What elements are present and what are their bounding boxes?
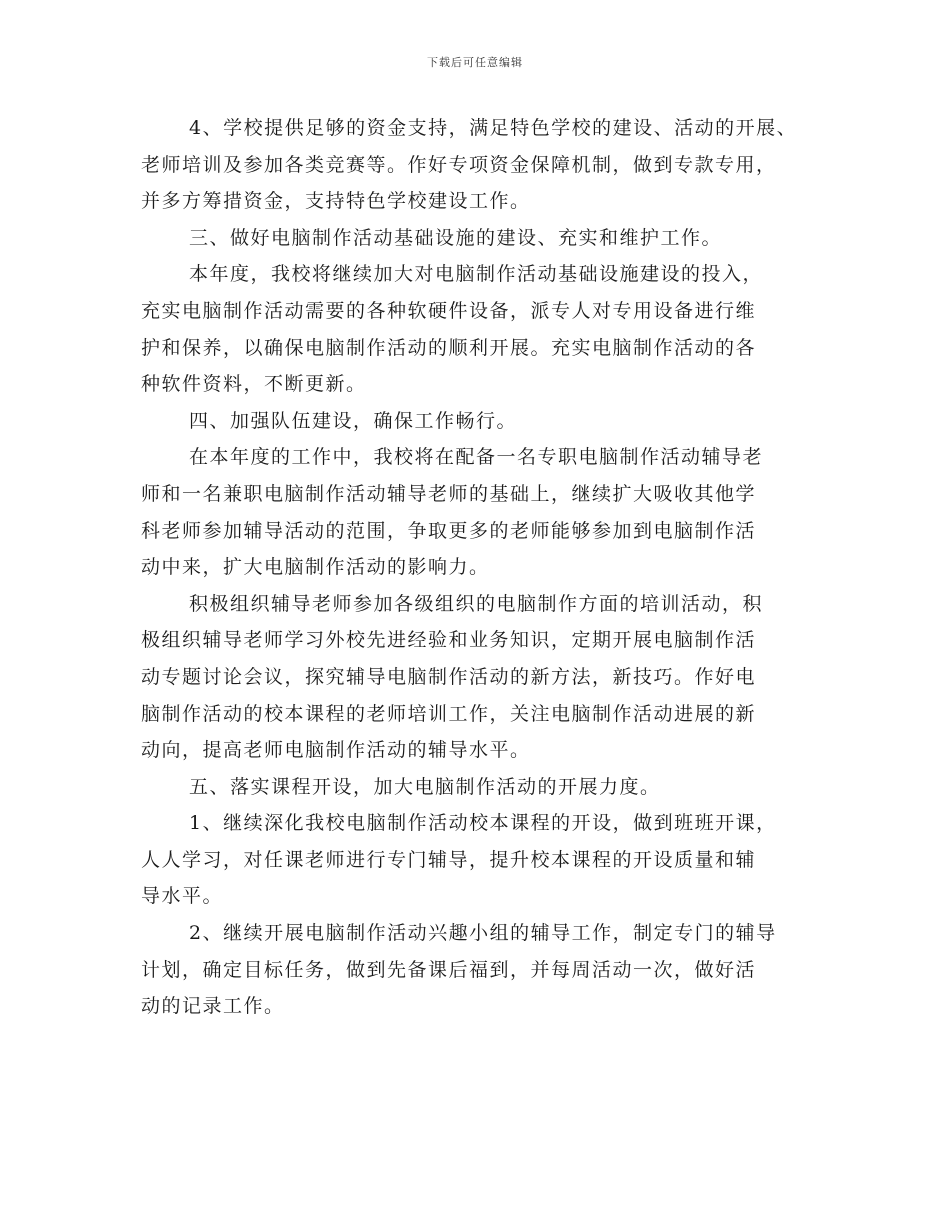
document-body [141, 110, 831, 1025]
text-line: 人人学习，对任课老师进行专门辅导，提升校本课程的开设质量和辅 [141, 848, 757, 871]
text-line: 三、做好电脑制作活动基础设施的建设、充实和维护工作。 [189, 226, 723, 249]
text-line: 极组织辅导老师学习外校先进经验和业务知识，定期开展电脑制作活 [141, 629, 757, 652]
text-line: 在本年度的工作中，我校将在配备一名专职电脑制作活动辅导老 [189, 446, 764, 469]
text-line: 计划，确定目标任务，做到先备课后福到，并每周活动一次，做好活 [141, 958, 757, 981]
text-line: 动专题讨论会议，探究辅导电脑制作活动的新方法，新技巧。作好电 [141, 665, 757, 688]
text-line: 本年度，我校将继续加大对电脑制作活动基础设施建设的投入， [189, 263, 764, 286]
text-line: 积极组织辅导老师参加各级组织的电脑制作方面的培训活动，积 [189, 592, 764, 615]
text-line: 种软件资料，不断更新。 [141, 373, 367, 396]
text-line: 师和一名兼职电脑制作活动辅导老师的基础上，继续扩大吸收其他学 [141, 482, 757, 505]
text-line: 五、落实课程开设，加大电脑制作活动的开展力度。 [189, 775, 661, 798]
text-line: 并多方筹措资金，支持特色学校建设工作。 [141, 190, 531, 213]
text-line: 动的记录工作。 [141, 995, 285, 1018]
text-line: 充实电脑制作活动需要的各种软硬件设备，派专人对专用设备进行维 [141, 299, 757, 322]
text-line: 科老师参加辅导活动的范围，争取更多的老师能够参加到电脑制作活 [141, 519, 757, 542]
page-header: 下载后可任意编辑 [427, 56, 523, 69]
text-line: 护和保养，以确保电脑制作活动的顺利开展。充实电脑制作活动的各 [141, 336, 757, 359]
text-line: 四、加强队伍建设，确保工作畅行。 [189, 409, 518, 432]
text-line: 导水平。 [141, 885, 224, 908]
text-line: 4、学校提供足够的资金支持，满足特色学校的建设、活动的开展、 [189, 117, 798, 139]
text-line: 1、继续深化我校电脑制作活动校本课程的开设，做到班班开课， [189, 812, 777, 835]
text-line: 动向，提高老师电脑制作活动的辅导水平。 [141, 739, 531, 762]
text-line: 脑制作活动的校本课程的老师培训工作，关注电脑制作活动进展的新 [141, 702, 757, 725]
text-line: 2、继续开展电脑制作活动兴趣小组的辅导工作，制定专门的辅导 [189, 922, 777, 945]
text-line: 动中来，扩大电脑制作活动的影响力。 [141, 556, 490, 579]
text-line: 老师培训及参加各类竞赛等。作好专项资金保障机制，做到专款专用， [141, 153, 777, 176]
